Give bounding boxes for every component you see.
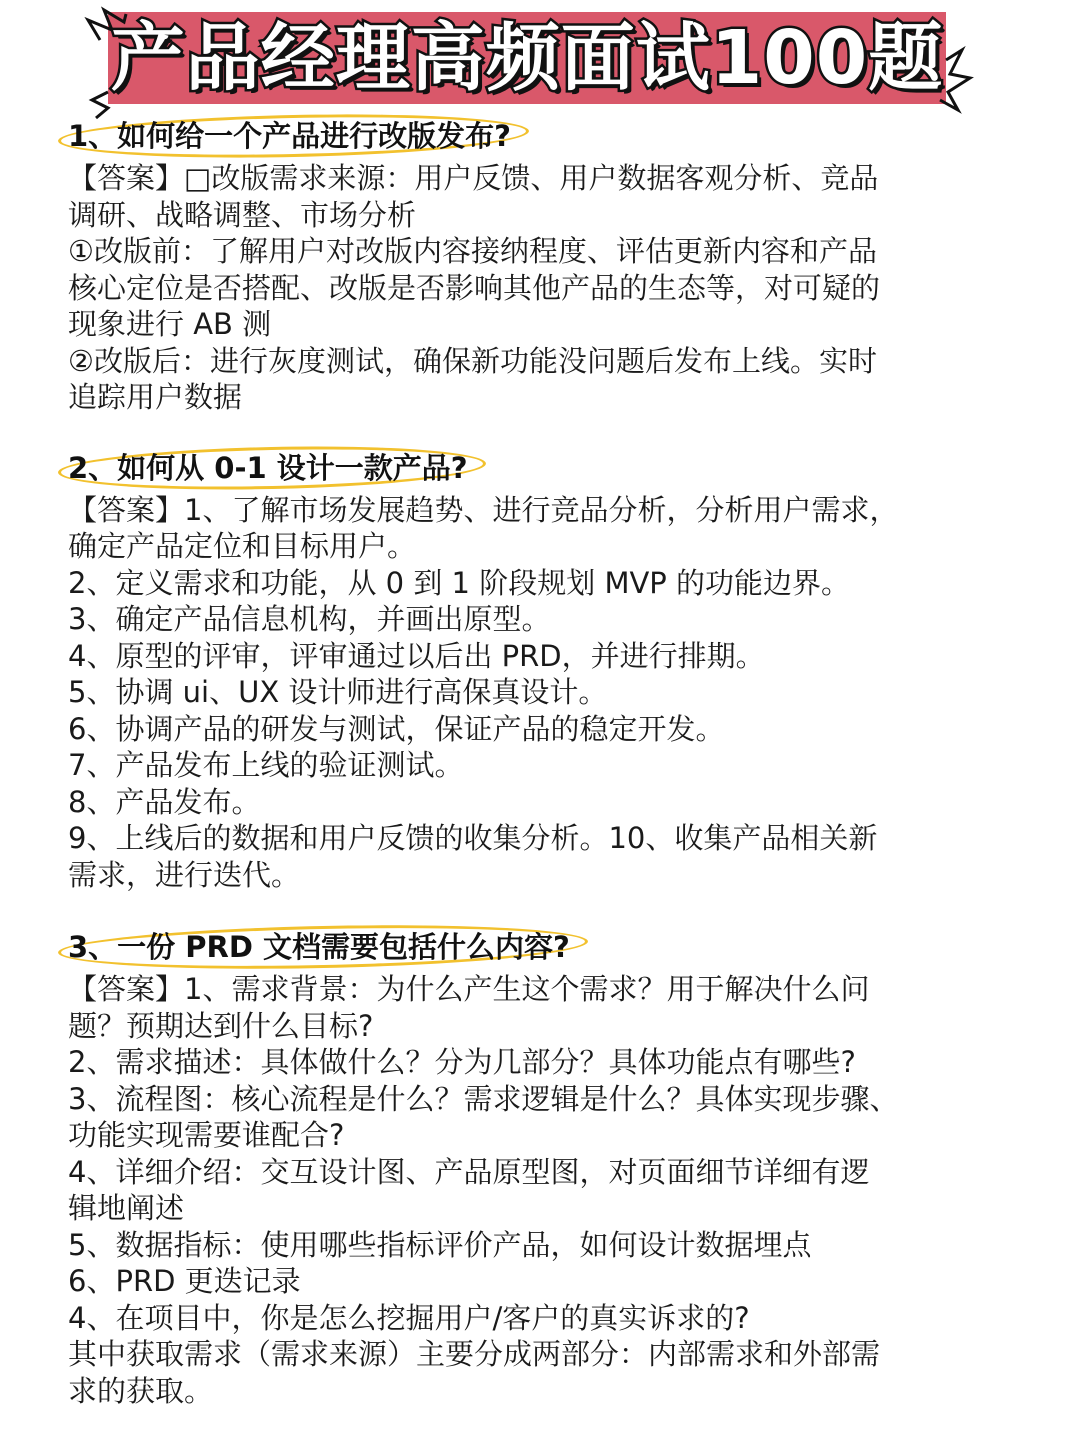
answer-line: 5、数据指标：使用哪些指标评价产品，如何设计数据埋点 <box>68 1227 812 1262</box>
answer-line: 2、需求描述：具体做什么？分为几部分？具体功能点有哪些? <box>68 1045 856 1079</box>
answer-line: 3、确定产品信息机构，并画出原型。 <box>68 602 551 636</box>
answer-line: 辑地阐述 <box>68 1191 185 1225</box>
answer-line: 5、协调 ui、UX 设计师进行高保真设计。 <box>68 675 608 709</box>
answer-line: 确定产品定位和目标用户。 <box>68 529 417 563</box>
answer-line: 其中获取需求（需求来源）主要分成两部分：内部需求和外部需 <box>68 1337 881 1371</box>
answer-line: 3、流程图：核心流程是什么？需求逻辑是什么？具体实现步骤、 <box>68 1081 899 1116</box>
qa-section-1 <box>68 112 948 416</box>
answer-line: 4、原型的评审，评审通过以后出 PRD，并进行排期。 <box>68 638 765 673</box>
qa-content <box>68 112 948 1409</box>
answer-line: 【答案】1、需求背景：为什么产生这个需求？用于解决什么问 <box>68 972 870 1006</box>
answer-line: 追踪用户数据 <box>68 380 243 414</box>
answer-line: 8、产品发布。 <box>68 784 261 819</box>
answer-line: 题？预期达到什么目标? <box>68 1008 374 1043</box>
answer-line: 9、上线后的数据和用户反馈的收集分析。10、收集产品相关新 <box>68 821 878 855</box>
answer-line: 4、详细介绍：交互设计图、产品原型图，对页面细节详细有逻 <box>68 1154 870 1189</box>
answer-line: 2、定义需求和功能，从 0 到 1 阶段规划 MVP 的功能边界。 <box>68 565 851 600</box>
question-heading-1 <box>68 112 515 160</box>
answer-line: 7、产品发布上线的验证测试。 <box>68 748 464 782</box>
answer-line: 【答案】□改版需求来源：用户反馈、用户数据客观分析、竞品 <box>68 161 879 195</box>
answer-line: 求的获取。 <box>68 1373 214 1408</box>
answer-line: ①改版前：了解用户对改版内容接纳程度、评估更新内容和产品 <box>68 234 877 268</box>
answer-line: 核心定位是否搭配、改版是否影响其他产品的生态等，对可疑的 <box>68 270 881 305</box>
answer-line: 4、在项目中，你是怎么挖掘用户/客户的真实诉求的? <box>68 1300 750 1335</box>
answer-line: 【答案】1、了解市场发展趋势、进行竞品分析，分析用户需求， <box>68 492 899 527</box>
answer-line: 功能实现需要谁配合? <box>68 1118 345 1152</box>
question-text: 1、如何给一个产品进行改版发布? <box>68 119 512 153</box>
question-heading-3 <box>68 923 574 971</box>
answer-line: 6、PRD 更迭记录 <box>68 1264 301 1298</box>
question-heading-2 <box>68 444 472 492</box>
answer-line: ②改版后：进行灰度测试，确保新功能没问题后发布上线。实时 <box>68 343 877 378</box>
section-spacer <box>68 416 948 444</box>
answer-line: 6、协调产品的研发与测试，保证产品的稳定开发。 <box>68 711 725 746</box>
question-text: 3、一份 PRD 文档需要包括什么内容? <box>68 930 570 964</box>
answer-line: 需求，进行迭代。 <box>68 857 301 892</box>
qa-section-3 <box>68 923 948 1409</box>
page-title: 产品经理高频面试100题 <box>110 15 944 101</box>
answer-line: 调研、战略调整、市场分析 <box>68 197 417 232</box>
question-text: 2、如何从 0-1 设计一款产品? <box>68 450 468 485</box>
qa-section-2 <box>68 444 948 894</box>
section-spacer <box>68 893 948 923</box>
answer-line: 现象进行 AB 测 <box>68 307 272 341</box>
